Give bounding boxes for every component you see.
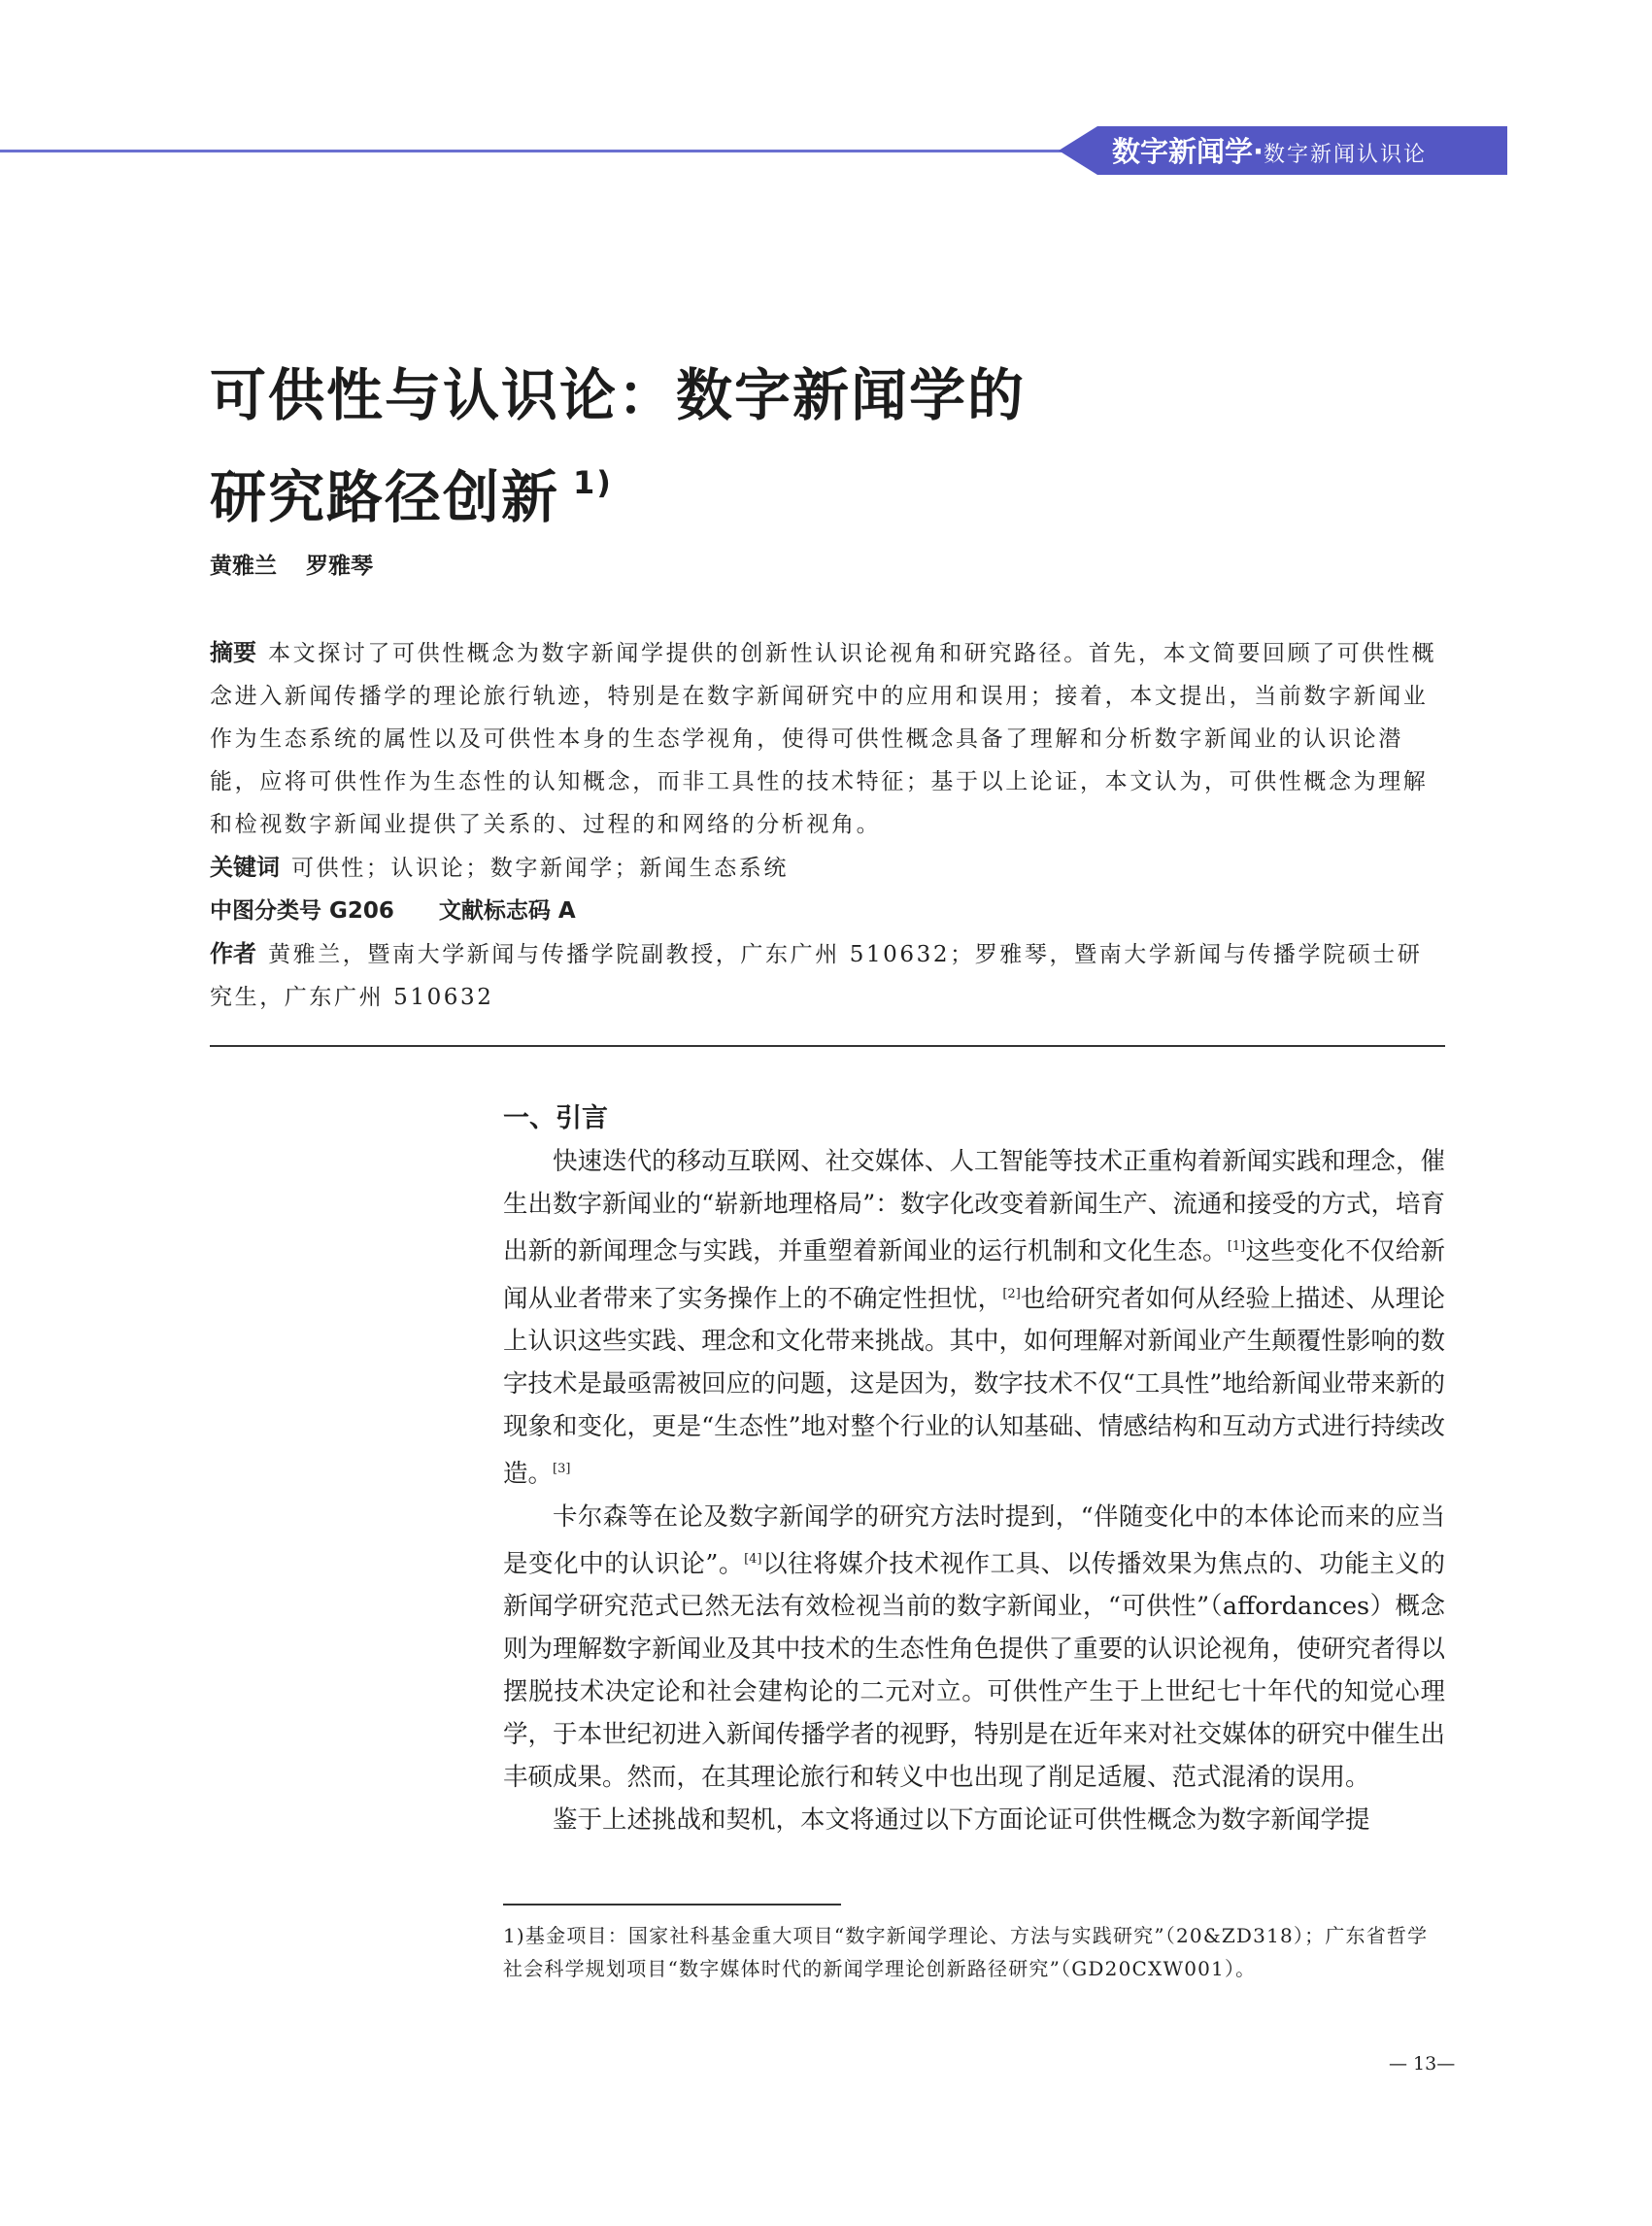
header-separator: · [1253, 135, 1264, 168]
running-header [1112, 132, 1427, 171]
page-number: — 13— [1389, 2053, 1456, 2074]
article-title [210, 352, 1327, 541]
paragraph-text: 快速迭代的移动互联网、社交媒体、人工智能等技术正重构着新闻实践和理念，催生出数字新闻业的“崭新地理格局”：数字化改变着新闻生产、流通和接受的方式，培育出新的新闻理念与实践，并重塑着新闻业的运行机制和文化生态。 [503, 1147, 1445, 1266]
body-paragraph [503, 1140, 1445, 1496]
author-info-text: 黄雅兰，暨南大学新闻与传播学院副教授，广东广州 510632；罗雅琴，暨南大学新闻与传播学院硕士研究生，广东广州 510632 [210, 942, 1423, 1010]
abstract-label: 摘要 [210, 639, 256, 666]
body-paragraph: 鉴于上述挑战和契机，本文将通过以下方面论证可供性概念为数字新闻学提 [553, 1805, 1370, 1835]
section-heading: 一、引言 [503, 1103, 608, 1133]
citation: [3] [553, 1462, 571, 1476]
paragraph-text: 卡尔森等在论及数字新闻学的研究方法时提到，“伴随变化中的本体论而来的应当是变化中的认识论”。 [503, 1501, 1445, 1578]
front-matter [210, 631, 1445, 1019]
document-code: 文献标志码 A [438, 898, 576, 924]
keywords [210, 846, 1445, 890]
paragraph-text: 也给研究者如何从经验上描述、从理论上认识这些实践、理念和文化带来挑战。其中，如何理解对新闻业产生颠覆性影响的数字技术是最亟需被回应的问题，这是因为，数字技术不仅“工具性”地给新闻业带来新的现象和变化，更是“生态性”地对整个行业的认知基础、情感结构和互动方式进行持续改造。 [503, 1284, 1445, 1489]
header-rule [0, 150, 1097, 152]
abstract [210, 631, 1445, 846]
column-name: 数字新闻认识论 [1264, 143, 1428, 167]
journal-section: 数字新闻学 [1112, 135, 1254, 168]
article-body [503, 1097, 1445, 1841]
author-info-label: 作者 [210, 940, 256, 967]
paragraph-text: 以往将媒介技术视作工具、以传播效果为焦点的、功能主义的新闻学研究范式已然无法有效检视当前的数字新闻业，“可供性”（affordances）概念则为理解数字新闻业及其中技术的生态性角色提供了重要的认识论视角，使研究者得以摆脱技术决定论和社会建构论的二元对立。可供性产生于上世纪七十年代的知觉心理学，于本世纪初进入新闻传播学者的视野，特别是在近年来对社交媒体的研究中催生出丰硕成果。然而，在其理论旅行和转义中也出现了削足适履、范式混淆的误用。 [503, 1549, 1445, 1792]
author-info [210, 932, 1445, 1019]
keywords-text: 可供性；认识论；数字新闻学；新闻生态系统 [291, 856, 789, 881]
keywords-label: 关键词 [210, 854, 280, 881]
body-paragraph [503, 1496, 1445, 1800]
citation: [1] [1227, 1239, 1246, 1254]
classification [210, 890, 1445, 932]
abstract-text: 本文探讨了可供性概念为数字新闻学提供的创新性认识论视角和研究路径。首先，本文简要回顾了可供性概念进入新闻传播学的理论旅行轨迹，特别是在数字新闻研究中的应用和误用；接着，本文提出，当前数字新闻业作为生态系统的属性以及可供性本身的生态学视角，使得可供性概念具备了理解和分析数字新闻业的认识论潜能，应将可供性作为生态性的认知概念，而非工具性的技术特征；基于以上论证，本文认为，可供性概念为理解和检视数字新闻业提供了关系的、过程的和网络的分析视角。 [210, 641, 1437, 837]
title-line-2 [210, 439, 1327, 541]
citation: [4] [744, 1551, 762, 1567]
author-name: 罗雅琴 [306, 554, 373, 579]
paragraph-text: 这些变化不仅给新闻从业者带来了实务操作上的不确定性担忧， [503, 1236, 1445, 1313]
clc-number: 中图分类号 G206 [210, 898, 394, 924]
citation: [2] [1002, 1286, 1021, 1301]
title-line-2-text: 研究路径创新 [210, 464, 560, 530]
front-matter-divider [210, 1045, 1445, 1047]
title-line-1: 可供性与认识论：数字新闻学的 [210, 362, 1027, 428]
footnote-divider [503, 1904, 841, 1906]
footnote: 1)基金项目：国家社科基金重大项目“数字新闻学理论、方法与实践研究”（20&ZD318）；广东省哲学社会科学规划项目“数字媒体时代的新闻学理论创新路径研究”（GD20CXW001）。 [503, 1924, 1429, 1980]
title-footnote-mark: 1) [573, 464, 613, 501]
author-name: 黄雅兰 [210, 554, 277, 579]
author-byline [210, 548, 373, 580]
